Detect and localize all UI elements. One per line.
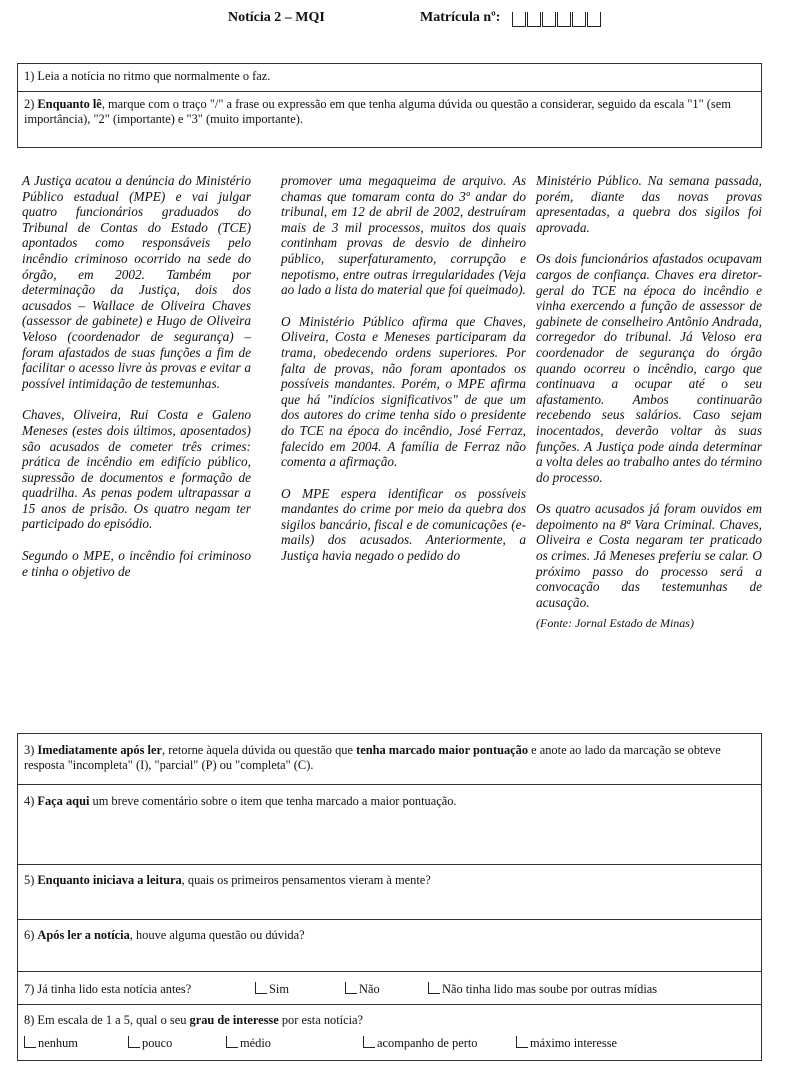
article-paragraph: Os quatro acusados já foram ouvidos em depoimento na 8ª Vara Criminal. Chaves, Oliveira e Costa negaram ter praticado os crimes. Já Meneses preferiu se calar. O próximo passo do processo será a convocação das testemunhas de acusação. [536,501,762,610]
page-title: Notícia 2 – MQI [228,10,325,25]
option-label: médio [240,1036,271,1050]
article-paragraph: O Ministério Público afirma que Chaves, Oliveira, Costa e Meneses participaram da trama, obedecendo ordens superiores. Por falta de provas, não foram apontados os possíveis mandantes. Porém, o MPE afirma que há "indícios significativos" de que um dos autores do crime tenha sido o presidente do TCE na época do incêndio, José Ferraz, falecido em 2004. A família de Ferraz não comenta a afirmação. [281,313,526,470]
question-8 [18,1004,761,1060]
matricula-digit-box[interactable] [527,12,541,27]
question-2 [18,91,761,147]
article-paragraph: Segundo o MPE, o incêndio foi criminoso e tinha o objetivo de [22,548,251,579]
matricula-digit-box[interactable] [572,12,586,27]
option-label: acompanho de perto [377,1036,478,1050]
checkbox-icon[interactable] [226,1036,238,1048]
option-pouco[interactable] [128,1036,172,1051]
checkbox-icon[interactable] [24,1036,36,1048]
question-3 [18,734,761,784]
option-maximo[interactable] [516,1036,617,1051]
checkbox-icon[interactable] [128,1036,140,1048]
option-outras-midias[interactable] [428,982,657,997]
option-acompanho[interactable] [363,1036,477,1051]
question-4-prefix: 4) [24,794,38,808]
option-label: nenhum [38,1036,78,1050]
question-5-bold: Enquanto iniciava a leitura [37,873,182,887]
question-6-prefix: 6) [24,928,38,942]
article-paragraph: Ministério Público. Na semana passada, porém, diante das novas provas apresentadas, a quebra dos sigilos foi aprovada. [536,173,762,235]
question-1 [18,64,761,91]
question-3-bold-2: tenha marcado maior pontuação [356,743,529,757]
article-paragraph: Os dois funcionários afastados ocupavam cargos de confiança. Chaves era diretor-geral do TCE na época do incêndio e vinha exercendo a função de assessor de gabinete de conselheiro Antônio Andrada, corregedor do tribunal. Já Veloso era coordenador de segurança do órgão quando ocorreu o incêndio, cargo que continuava a ocupar até o seu afastamento. Ambos continuarão recebendo seus salários. Caso sejam inocentados, deverão voltar às suas funções. A Justiça pode ainda determinar a volta deles ao trabalho antes do término do processo. [536,251,762,485]
question-7-text: 7) Já tinha lido esta notícia antes? [24,982,192,996]
instructions-box [17,63,762,148]
article-column-2 [281,173,526,580]
page-header [0,8,786,32]
option-label: pouco [142,1036,173,1050]
question-4-rest: um breve comentário sobre o item que tenha marcado a maior pontuação. [89,794,457,808]
question-3-mid: , retorne àquela dúvida ou questão que [162,743,357,757]
news-article [22,173,764,713]
question-8-rest: por esta notícia? [278,1013,364,1027]
checkbox-icon[interactable] [363,1036,375,1048]
question-2-text: , marque com o traço "/" a frase ou expressão em que tenha alguma dúvida ou questão a considerar, seguido da escala "1" (sem importância), "2" (importante) e "3" (muito importante). [24,97,731,126]
question-4-bold: Faça aqui [37,794,90,808]
article-column-1 [22,173,251,595]
article-paragraph: O MPE espera identificar os possíveis mandantes do crime por meio da quebra dos sigilos bancário, fiscal e de comunicações (e-mails) dos acusados. Anteriormente, a Justiça havia negado o pedido do [281,485,526,564]
question-8-prefix: 8) Em escala de 1 a 5, qual o seu [24,1013,190,1027]
checkbox-icon[interactable] [428,982,440,994]
question-7 [18,971,761,1004]
option-sim[interactable] [255,982,289,997]
question-3-bold-1: Imediatamente após ler [37,743,162,757]
question-8-bold: grau de interesse [189,1013,279,1027]
question-6-rest: , houve alguma questão ou dúvida? [129,928,305,942]
question-6-bold: Após ler a notícia [37,928,130,942]
matricula-boxes[interactable] [512,12,601,27]
question-4[interactable] [18,784,761,864]
question-2-bold: Enquanto lê [37,97,102,111]
article-source: (Fonte: Jornal Estado de Minas) [536,616,694,631]
option-medio[interactable] [226,1036,271,1051]
question-1-text: 1) Leia a notícia no ritmo que normalmente o faz. [24,69,271,83]
question-5-rest: , quais os primeiros pensamentos vieram à mente? [181,873,431,887]
option-nenhum[interactable] [24,1036,78,1051]
checkbox-icon[interactable] [345,982,357,994]
question-2-prefix: 2) [24,97,38,111]
article-paragraph: A Justiça acatou a denúncia do Ministério Público estadual (MPE) e vai julgar quatro funcionários graduados do Tribunal de Contas do Estado (TCE) apontados como responsáveis pelo incêndio criminoso ocorrido na sede do órgão, em 2002. Também por determinação da Justiça, dois dos acusados – Wallace de Oliveira Chaves (assessor de gabinete) e Hugo de Oliveira Veloso (coordenador de segurança) – foram afastados de suas funções a fim de facilitar o acesso livre às provas e evitar a possível intimidação de testemunhas. [22,173,251,391]
article-column-3 [536,173,762,648]
option-nao[interactable] [345,982,380,997]
matricula-digit-box[interactable] [512,12,526,27]
questionnaire-box [17,733,762,1061]
question-3-rest: e anote ao lado da marcação se obteve resposta "incompleta" (I), "parcial" (P) ou "completa" (C). [24,743,721,772]
option-label: Não [359,982,380,996]
article-paragraph: Chaves, Oliveira, Rui Costa e Galeno Meneses (estes dois últimos, aposentados) são acusados de cometer três crimes: prática de incêndio em edifício público, supressão de documentos e formação de quadrilha. As penas podem ultrapassar a 15 anos de prisão. Os quatro negam ter participado do episódio. [22,407,251,532]
checkbox-icon[interactable] [516,1036,528,1048]
matricula-label: Matrícula nº: [420,10,501,25]
question-6[interactable] [18,919,761,971]
checkbox-icon[interactable] [255,982,267,994]
option-label: Não tinha lido mas soube por outras mídias [442,982,658,996]
matricula-digit-box[interactable] [557,12,571,27]
matricula-digit-box[interactable] [587,12,601,27]
article-paragraph: promover uma megaqueima de arquivo. As chamas que tomaram conta do 3º andar do tribunal, em 12 de abril de 2002, destruíram mais de 3 mil processos, muitos dos quais continham provas de desvio de dinheiro público, superfaturamento, corrupção e nepotismo, entre outras irregularidades (Veja ao lado a lista do material que foi queimado). [281,173,526,298]
option-label: máximo interesse [530,1036,618,1050]
option-label: Sim [269,982,289,996]
question-3-prefix: 3) [24,743,38,757]
question-5-prefix: 5) [24,873,38,887]
matricula-digit-box[interactable] [542,12,556,27]
question-5[interactable] [18,864,761,919]
